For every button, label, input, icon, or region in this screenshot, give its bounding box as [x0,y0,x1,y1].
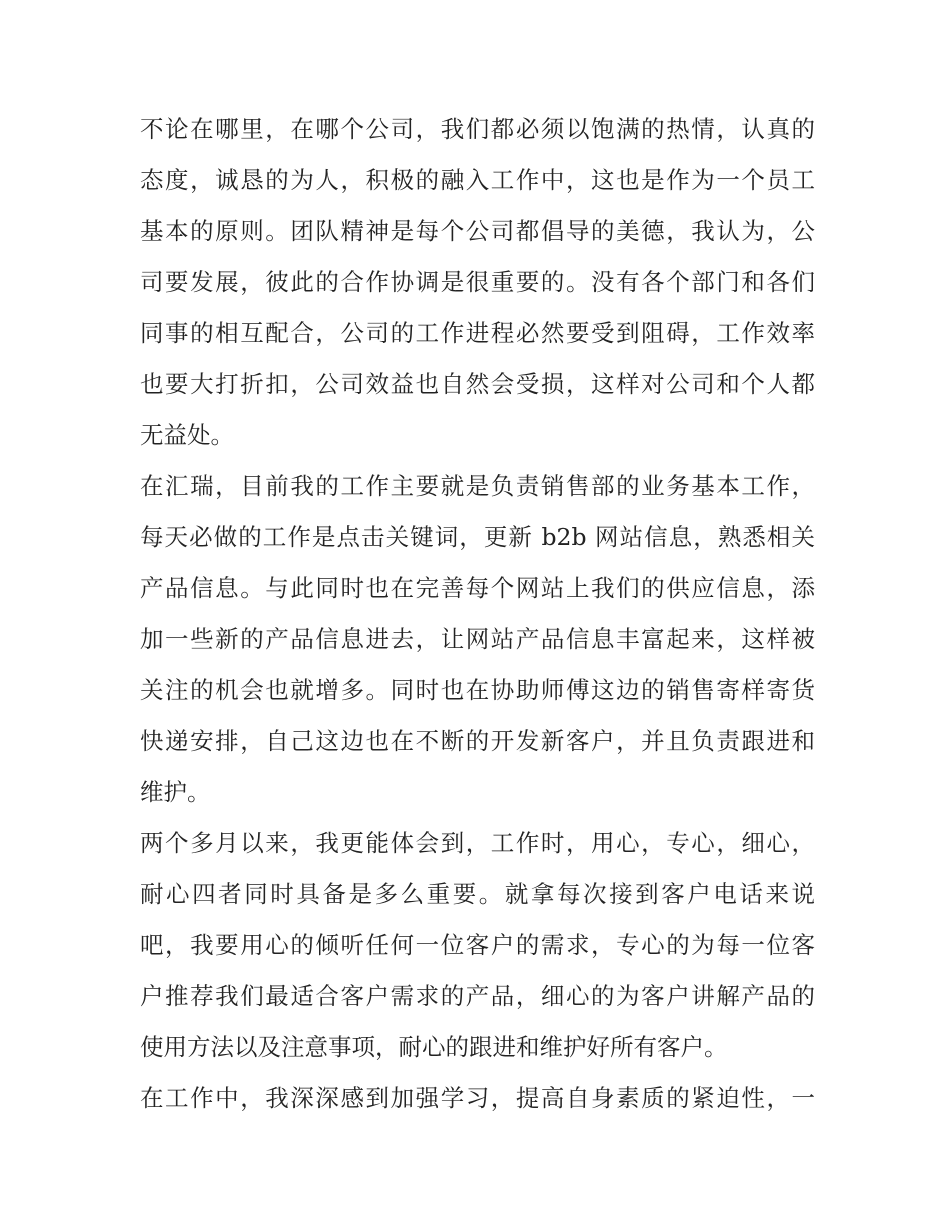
text-line: 两个多月以来，我更能体会到，工作时，用心，专心，细心， [140,829,815,857]
document-body [140,104,815,1124]
paragraph-1 [140,104,815,461]
text-line: 关注的机会也就增多。同时也在协助师傅这边的销售寄样寄货 [140,676,815,704]
text-line: 在汇瑞，目前我的工作主要就是负责销售部的业务基本工作， [140,472,815,500]
text-line: 加一些新的产品信息进去，让网站产品信息丰富起来，这样被 [140,625,815,653]
paragraph-3 [140,818,815,1073]
text-line: 不论在哪里，在哪个公司，我们都必须以饱满的热情，认真的 [140,115,815,143]
text-line: 也要大打折扣，公司效益也自然会受损，这样对公司和个人都 [140,370,815,398]
paragraph-2 [140,461,815,818]
text-line: 户推荐我们最适合客户需求的产品，细心的为客户讲解产品的 [140,982,815,1010]
text-line: 吧，我要用心的倾听任何一位客户的需求，专心的为每一位客 [140,931,815,959]
text-line: 无益处。 [140,421,234,449]
paragraph-4 [140,1073,815,1124]
text-line: 快递安排，自己这边也在不断的开发新客户，并且负责跟进和 [140,727,815,755]
text-line: 产品信息。与此同时也在完善每个网站上我们的供应信息，添 [140,574,815,602]
text-line: 基本的原则。团队精神是每个公司都倡导的美德，我认为，公 [140,217,815,245]
text-line: 在工作中，我深深感到加强学习，提高自身素质的紧迫性，一 [140,1084,815,1112]
text-line: 耐心四者同时具备是多么重要。就拿每次接到客户电话来说 [140,880,815,908]
text-line: 使用方法以及注意事项，耐心的跟进和维护好所有客户。 [140,1033,728,1061]
text-line: 每天必做的工作是点击关键词，更新 b2b 网站信息，熟悉相关 [140,523,815,551]
text-line: 同事的相互配合，公司的工作进程必然要受到阻碍，工作效率 [140,319,815,347]
text-line: 态度，诚恳的为人，积极的融入工作中，这也是作为一个员工 [140,166,815,194]
text-line: 维护。 [140,778,211,806]
text-line: 司要发展，彼此的合作协调是很重要的。没有各个部门和各们 [140,268,815,296]
